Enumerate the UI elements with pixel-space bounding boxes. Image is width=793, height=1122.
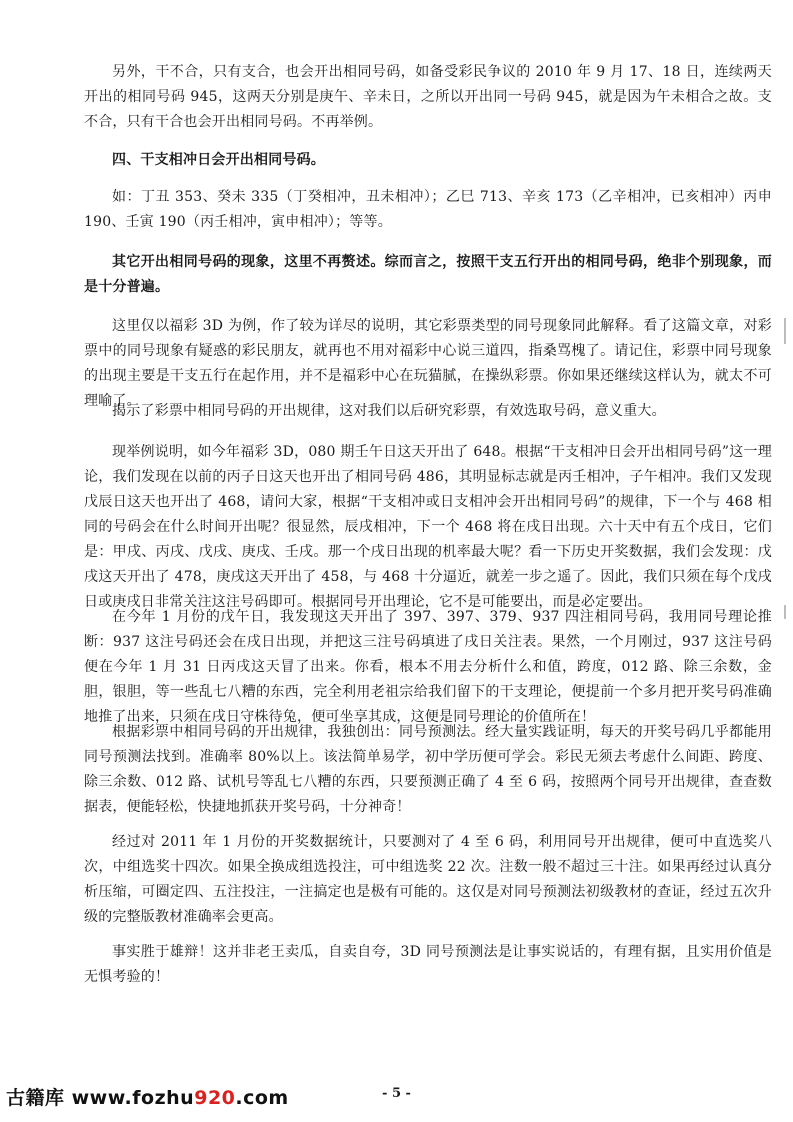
section-heading-clash: 四、干支相冲日会开出相同号码。 xyxy=(112,152,325,168)
paragraph-prediction-method: 根据彩票中相同号码的开出规律，我独创出：同号预测法。经大量实践证明，每天的开奖号码几乎都能用同号预测法找到。准确率 80%以上。该法简单易学，初中学历便可学会。彩民无须去考虑什么间距、跨度、除三余数、012 路、试机号等乱七八糟的东西，只要预测正确了 4 至 6 码，按照两个同号开出规律，查查数据表，便能轻松，快捷地抓获开奖号码，十分神奇！ xyxy=(84,724,772,815)
paragraph-example-937: 在今年 1 月份的戊午日，我发现这天开出了 397、397、379、937 四注相同号码，我用同号理论推断：937 这注号码还会在戌日出现，并把这三注号码填进了戌日关注表。果然，一个月刚过，937 这注号码便在今年 1 月 31 日丙戌这天冒了出来。你看，根本不用去分析什么和值，跨度，012 路、除三余数，金胆，银胆，等一些乱七八糟的东西，完全利用老祖宗给我们留下的干支理论，便提前一个多月把开奖号码准确地推了出来，只须在戌日守株待兔，便可坐享其成，这便是同号理论的价值所在！ xyxy=(84,609,772,725)
paragraph-statistics: 经过对 2011 年 1 月份的开奖数据统计，只要测对了 4 至 6 码，利用同号开出规律，便可中直选奖八次，中组选奖十四次。如果全换成组选投注，可中组选奖 22 次。注数一般不超过三十注。如果再经过认真分析压缩，可圈定四、五注投注，一注搞定也是极有可能的。这仅是对同号预测法初级教材的查证，经过五次升级的完整版教材准确率会更高。 xyxy=(84,834,772,925)
page-number: - 5 - xyxy=(382,1086,411,1101)
watermark-highlight: 920 xyxy=(194,1087,236,1109)
scan-edge-mark xyxy=(784,605,786,619)
scan-edge-mark xyxy=(784,318,786,344)
watermark-prefix: 古籍库 www.fozhu xyxy=(6,1087,195,1109)
paragraph-summary: 其它开出相同号码的现象，这里不再赘述。综而言之，按照干支五行开出的相同号码，绝非个别现象，而是十分普遍。 xyxy=(84,254,772,295)
paragraph-significance: 揭示了彩票中相同号码的开出规律，这对我们以后研究彩票，有效选取号码，意义重大。 xyxy=(112,403,666,419)
paragraph-explanation: 这里仅以福彩 3D 为例，作了较为详尽的说明，其它彩票类型的同号现象同此解释。看了这篇文章，对彩票中的同号现象有疑惑的彩民朋友，就再也不用对福彩中心说三道四，指桑骂槐了。请记住，彩票中同号现象的出现主要是干支五行在起作用，并不是福彩中心在玩猫腻，在操纵彩票。你如果还继续这样认为，就太不可理喻了。 xyxy=(84,318,772,409)
paragraph-clash-examples: 如：丁丑 353、癸未 335（丁癸相冲，丑未相冲）；乙巳 713、辛亥 173（乙辛相冲，已亥相冲）丙申 190、壬寅 190（丙壬相冲，寅申相冲）；等等。 xyxy=(84,189,772,230)
paragraph-conclusion: 事实胜于雄辩！这并非老王卖瓜，自卖自夸，3D 同号预测法是让事实说话的，有理有据，且实用价值是无惧考验的！ xyxy=(84,944,772,985)
site-watermark xyxy=(6,1083,289,1110)
paragraph-example-648: 现举例说明，如今年福彩 3D，080 期壬午日这天开出了 648。根据“干支相冲日会开出相同号码”这一理论，我们发现在以前的丙子日这天也开出了相同号码 486，其明显标志就是丙壬相冲，子午相冲。我们又发现戊辰日这天也开出了 468，请问大家，根据“干支相冲或日支相冲会开出相同号码”的规律，下一个与 468 相同的号码会在什么时间开出呢？很显然，辰戌相冲，下一个 468 将在戌日出现。六十天中有五个戌日，它们是：甲戌、丙戌、戊戌、庚戌、壬戌。那一个戌日出现的机率最大呢？看一下历史开奖数据，我们会发现：戊戌这天开出了 478，庚戌这天开出了 458，与 468 十分逼近，就差一步之遥了。因此，我们只须在每个戊戌日或庚戌日非常关注这注号码即可。根据同号开出理论，它不是可能要出，而是必定要出。 xyxy=(84,444,772,610)
paragraph-branch-combination: 另外，干不合，只有支合，也会开出相同号码，如备受彩民争议的 2010 年 9 月 17、18 日，连续两天开出的相同号码 945，这两天分别是庚午、辛未日，之所以开出同一号码 945，就是因为午未相合之故。支不合，只有干合也会开出相同号码。不再举例。 xyxy=(84,64,772,130)
watermark-suffix: .com xyxy=(235,1087,289,1109)
